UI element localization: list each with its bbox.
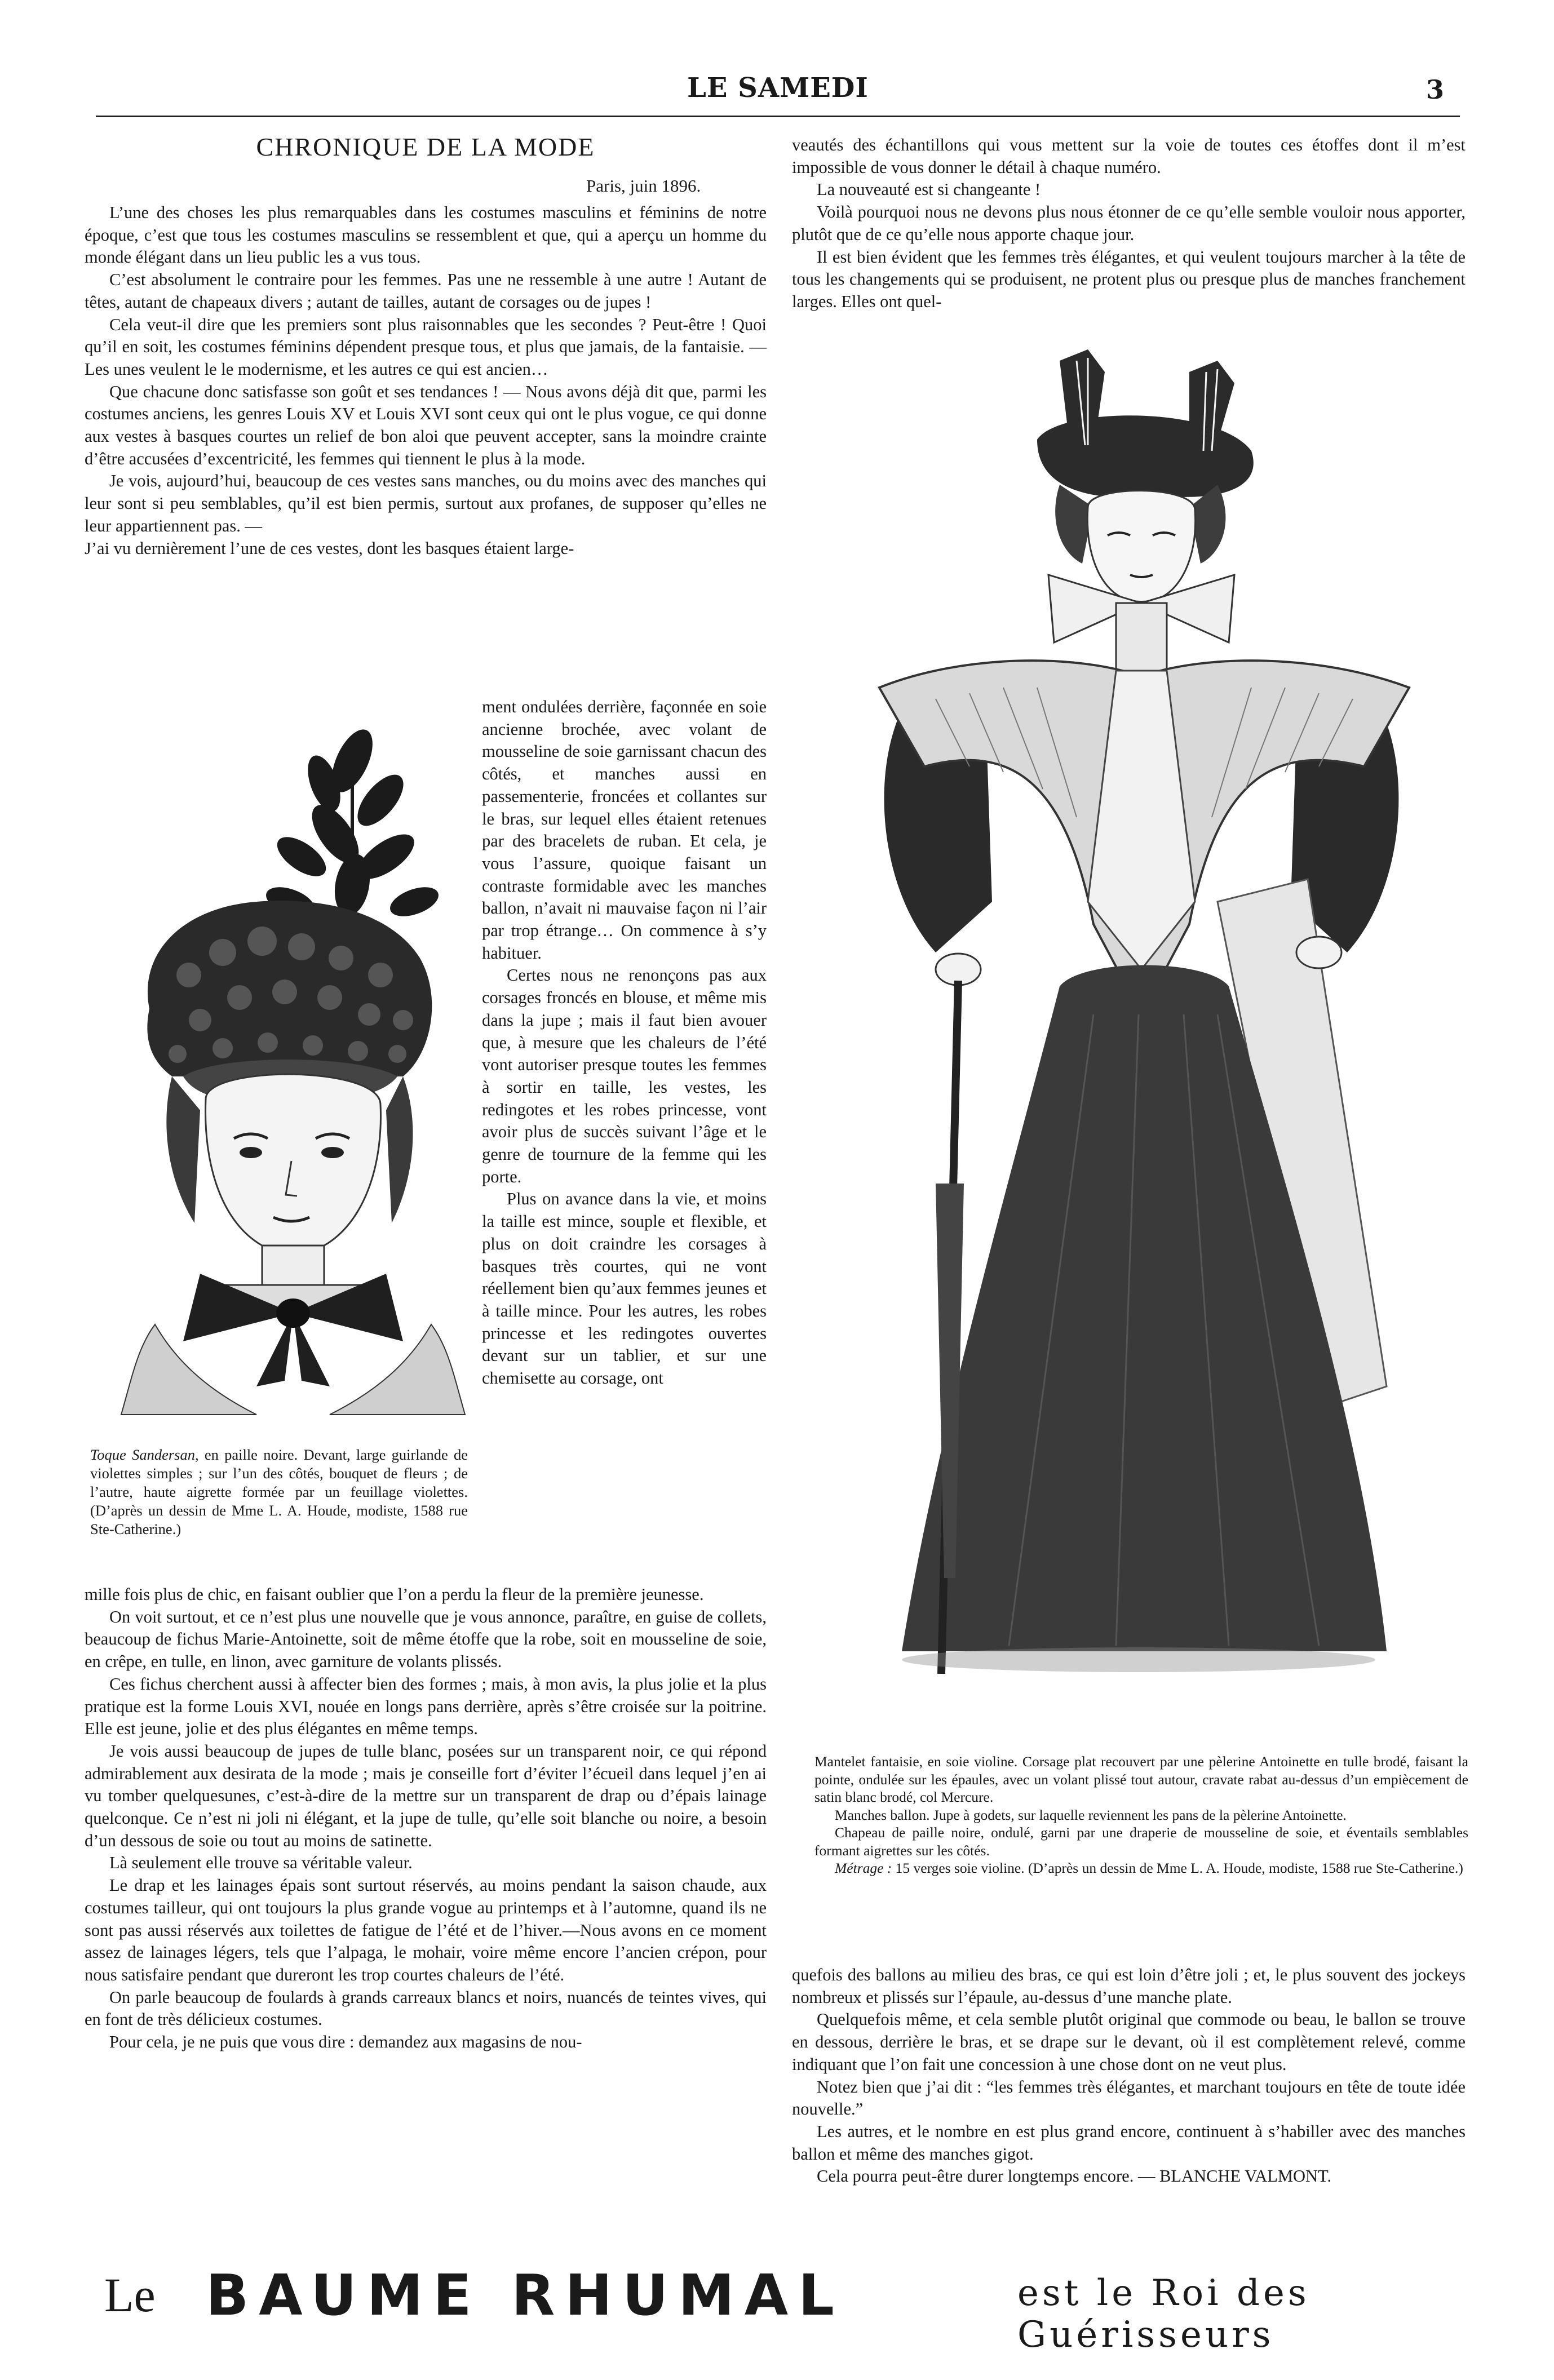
metrage-label: Métrage :: [835, 1860, 892, 1876]
mantelet-caption: [814, 1753, 1468, 1877]
article-dateline: Paris, juin 1896.: [586, 176, 701, 196]
left-column-bottom: [85, 1584, 767, 2054]
paragraph: Ces fichus cherchent aussi à affecter bien des formes ; mais, à mon avis, la plus jolie et la plus pratique est la forme Louis XVI, nouée en longs pans derrière, après s’être croisée sur la poitrine. Elle est jeune, jolie et des plus élégantes en même temps.: [85, 1674, 767, 1739]
page-number: 3: [1426, 74, 1445, 105]
paragraph: Les autres, et le nombre en est plus grand encore, continuent à s’habiller avec des manches ballon et même des manches gigot.: [792, 2121, 1466, 2164]
paragraph: C’est absolument le contraire pour les femmes. Pas une ne ressemble à une autre ! Autant de têtes, autant de chapeaux divers ; autant de tailles, autant de corsages ou de jupes !: [85, 270, 767, 312]
paragraph: Plus on avance dans la vie, et moins la taille est mince, souple et flexible, et plus on doit craindre les corsages à basques très courtes, qui ne vont réellement bien qu’aux femmes jeunes et à taille mince. Pour les autres, les robes princesse et les redingotes ouvertes devant sur un tablier, et sur une chemisette au corsage, ont: [482, 1189, 767, 1388]
caption-paragraph: 15 verges soie violine. (D’après un dessin de Mme L. A. Houde, modiste, 1588 rue Ste-Catherine.): [892, 1860, 1463, 1876]
paragraph: veautés des échantillons qui vous mettent sur la voie de toutes ces étoffes dont il m’est impossible de vous donner le détail à chaque numéro.: [792, 135, 1466, 177]
paragraph: Notez bien que j’ai dit : “les femmes très élégantes, et marchant toujours en tête de toute idée nouvelle.”: [792, 2077, 1466, 2119]
paragraph: Le drap et les lainages épais sont surtout réservés, au moins pendant la saison chaude, aux costumes tailleur, qui ont toujours la plus grande vogue au printemps et à l’automne, quand ils ne sont pas aussi réservés aux toilettes de fatigue de l’été et de l’hiver.—Nous avons en ce moment assez de lainages légers, tels que l’alpaga, le mohair, voire même encore l’ancien crépon, pour nous satisfaire pendant que dureront les trop courtes chaleurs de l’été.: [85, 1876, 767, 1984]
paragraph: Je vois, aujourd’hui, beaucoup de ces vestes sans manches, ou du moins avec des manches qui leur sont si peu semblables, qu’il est bien permis, surtout aux profanes, de supposer qu’elles ne leur appartiennent pas. —: [85, 471, 767, 535]
paragraph: L’une des choses les plus remarquables dans les costumes masculins et féminins de notre époque, c’est que tous les costumes masculins se ressemblent et que, qui a aperçu un homme du monde élégant dans un lieu public les a vus tous.: [85, 203, 767, 267]
hat-portrait-image: [87, 716, 476, 1431]
left-column-top: [85, 202, 767, 560]
toque-caption: [90, 1446, 468, 1539]
ad-tagline: est le Roi des Guérisseurs: [1017, 2272, 1310, 2356]
caption-paragraph: Chapeau de paille noire, ondulé, garni par une draperie de mousseline de soie, et éventails semblables formant aigrettes sur les côtés.: [814, 1824, 1468, 1859]
paragraph: La nouveauté est si changeante !: [817, 180, 1041, 200]
newspaper-title: LE SAMEDI: [687, 72, 869, 104]
paragraph: Je vois aussi beaucoup de jupes de tulle blanc, posées sur un transparent noir, ce qui répond admirablement aux desirata de la mode ; mais je conseille fort d’éviter l’écueil dans lequel j’en ai vu tomber quelquesunes, c’est-à-dire de la mettre sur un transparent de drap ou d’épais lainage quelconque. Ce n’est ni joli ni élégant, et la jupe de tulle, qu’elle soit blanche ou noire, a besoin d’un dessous de soie ou tout au moins de satinette.: [85, 1741, 767, 1850]
right-column-bottom: [792, 1964, 1466, 2188]
paragraph: Quelquefois même, et cela semble plutôt original que commode ou beau, le ballon se trouve en dessous, derrière le bras, et se drape sur le devant, où il est complètement relevé, comme indiquant que l’on fait une concession à une chose dont on ne veut plus.: [792, 2010, 1466, 2074]
advertisement-banner: [104, 2260, 1468, 2356]
mantelet-illustration: [823, 338, 1466, 1725]
right-column-top: [792, 134, 1466, 313]
paragraph: J’ai vu dernièrement l’une de ces vestes, dont les basques étaient large-: [85, 538, 574, 558]
ad-prefix: Le: [104, 2268, 156, 2322]
toque-illustration: [87, 716, 476, 1431]
paragraph: Que chacune donc satisfasse son goût et ses tendances ! — Nous avons déjà dit que, parmi les costumes anciens, les genres Louis XV et Louis XVI sont ceux qui ont le plus vogue, ce qui donne aux vestes à basques courtes un relief de bon aloi que peuvent accepter, sans la moindre crainte d’être accusées d’excentricité, les femmes qui tiennent le plus à la mode.: [85, 382, 767, 468]
paragraph: Là seulement elle trouve sa véritable valeur.: [109, 1853, 413, 1873]
paragraph: Pour cela, je ne puis que vous dire : demandez aux magasins de nou-: [109, 2032, 582, 2052]
paragraph: Cela pourra peut-être durer longtemps encore. — BLANCHE VALMONT.: [817, 2166, 1332, 2186]
left-column-narrow: [482, 696, 767, 1390]
paragraph: On parle beaucoup de foulards à grands carreaux blancs et noirs, nuancés de teintes vives, qui en font de très délicieux costumes.: [85, 1987, 767, 2029]
paragraph: Certes nous ne renonçons pas aux corsages froncés en blouse, et même mis dans la jupe ; mais il faut bien avouer que, à mesure que les chaleurs de l’été vont autoriser presque toutes les femmes à sortir en taille, les vestes, les redingotes et les robes princesse, vont avoir plus de succès suivant l’âge et le genre de tournure de la femme qui les porte.: [482, 965, 767, 1186]
article-title: CHRONIQUE DE LA MODE: [256, 132, 595, 161]
paragraph: Il est bien évident que les femmes très élégantes, et qui veulent toujours marcher à la tête de tous les changements qui se produisent, ne protent plus ou presque plus de manches franchement larges. Elles ont quel-: [792, 247, 1466, 311]
paragraph: ment ondulées derrière, façonnée en soie ancienne brochée, avec volant de mousseline de soie garnissant chacun des côtés, et manches aussi en passementerie, froncées et collantes sur le bras, sur lequel elles étaient retenues par des bracelets de ruban. Et cela, je vous l’assure, quoique faisant un contraste formidable avec les manches ballon, n’avait ni mauvaise façon ni l’air par trop étrange… On commence à s’y habituer.: [482, 697, 767, 963]
caption-paragraph: Manches ballon. Jupe à godets, sur laquelle reviennent les pans de la pèlerine Antoinette.: [835, 1806, 1347, 1823]
paragraph: mille fois plus de chic, en faisant oublier que l’on a perdu la fleur de la première jeunesse.: [85, 1585, 704, 1604]
ad-brand: BAUME RHUMAL: [206, 2262, 844, 2328]
header-rule: [96, 116, 1460, 117]
paragraph: Cela veut-il dire que les premiers sont plus raisonnables que les secondes ? Peut-être ! Quoi qu’il en soit, les costumes féminins dépendent presque tous, et plus que jamais, de la fantaisie. — Les unes veulent le le modernisme, et les autres ce qui est ancien…: [85, 314, 767, 379]
paragraph: On voit surtout, et ce n’est plus une nouvelle que je vous annonce, paraître, en guise de collets, beaucoup de fichus Marie-Antoinette, soit de même étoffe que la robe, soit en mousseline de soie, en crêpe, en tulle, en linon, avec garniture de volants plissés.: [85, 1607, 767, 1672]
paragraph: Voilà pourquoi nous ne devons plus nous étonner de ce qu’elle semble vouloir nous apporter, plutôt que de ce qu’elle nous apporte chaque jour.: [792, 202, 1466, 244]
woman-in-mantelet-image: [823, 338, 1466, 1725]
toque-caption-text: , en paille noire. Devant, large guirlande de violettes simples ; sur l’un des côtés, bouquet de fleurs ; de l’autre, haute aigrette formée par un feuillage violettes. (D’après un dessin de Mme L. A. Houde, modiste, 1588 rue Ste-Catherine.): [90, 1446, 468, 1537]
paragraph: quefois des ballons au milieu des bras, ce qui est loin d’être joli ; et, le plus souvent des jockeys nombreux et plissés sur l’épaule, au-dessus d’une manche plate.: [792, 1965, 1466, 2007]
caption-paragraph: Mantelet fantaisie, en soie violine. Corsage plat recouvert par une pèlerine Antoinette en tulle brodé, faisant la pointe, ondulée sur les épaules, avec un volant plissé tout autour, cravate rabat au-dessus d’un empiècement de satin blanc brodé, col Mercure.: [814, 1753, 1468, 1805]
toque-name: Toque Sandersan: [90, 1446, 195, 1463]
